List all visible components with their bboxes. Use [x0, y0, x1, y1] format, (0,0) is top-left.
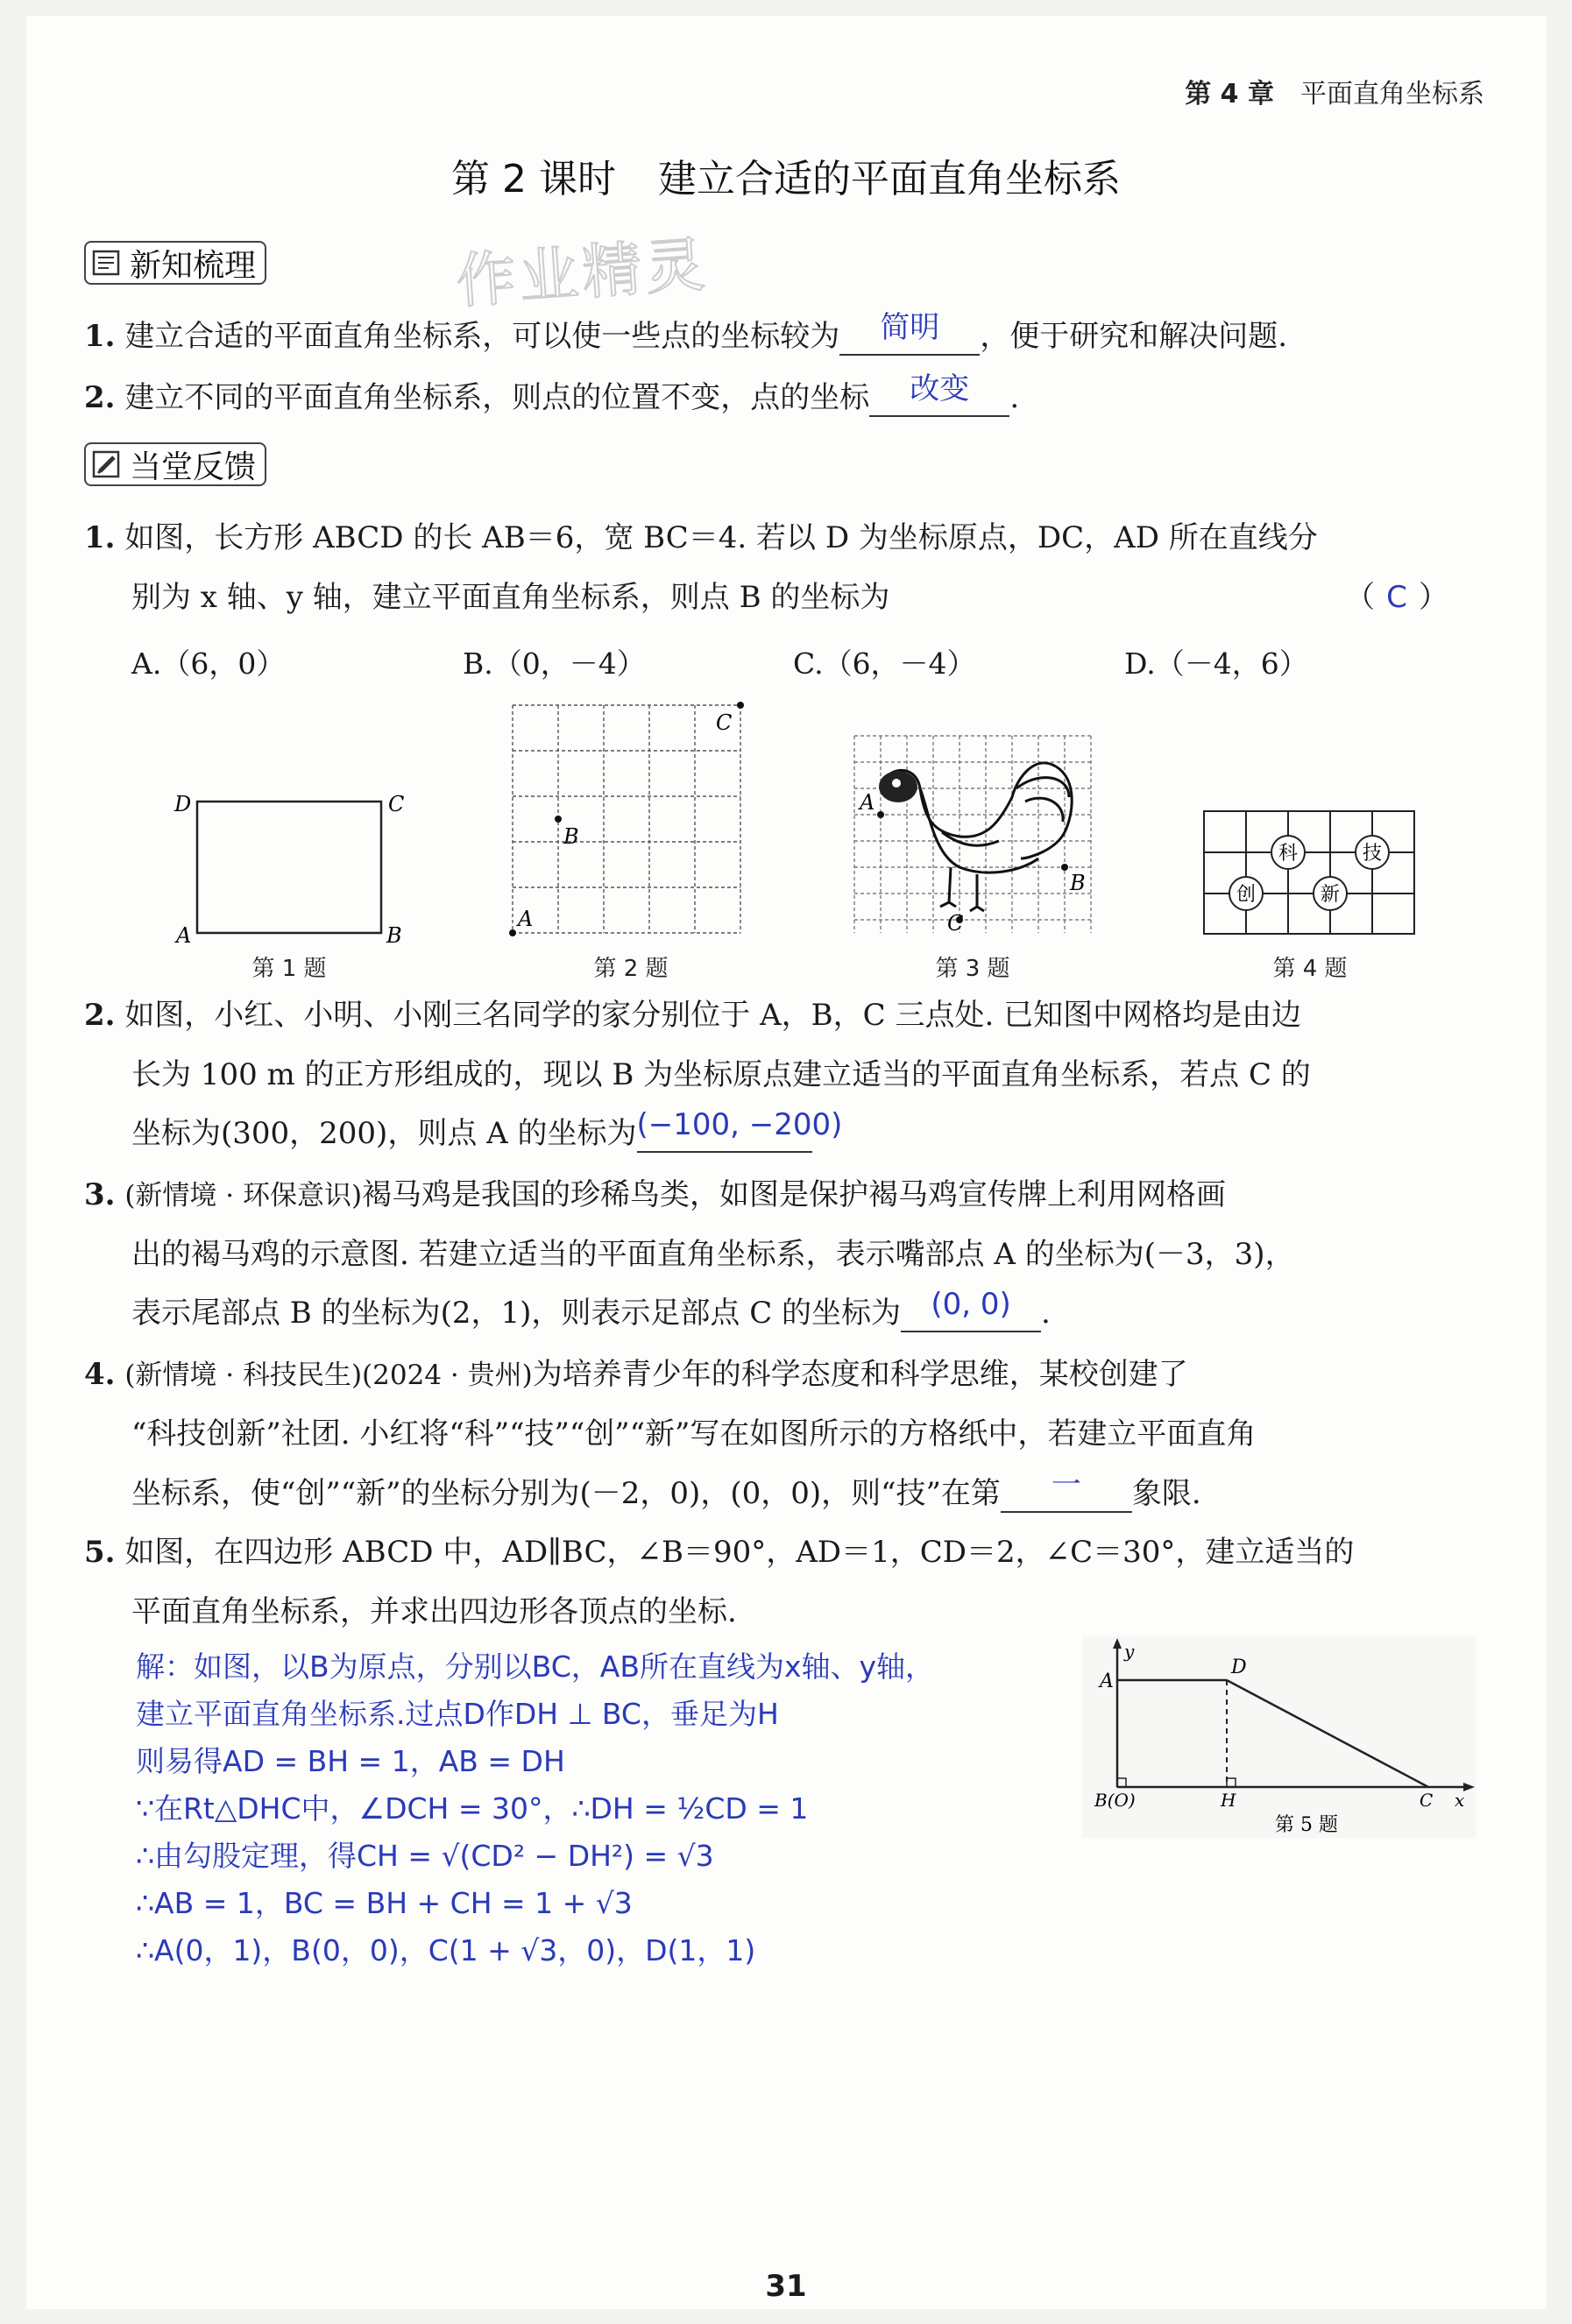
label-h: H: [1221, 1790, 1236, 1811]
handwritten-answer: 简明: [880, 310, 940, 345]
grid-lines: [513, 705, 740, 933]
label-b: B: [1070, 871, 1086, 895]
question-number: 3.: [84, 1177, 116, 1212]
option-c: C.（6，－4）: [793, 646, 976, 681]
lesson-topic: 建立合适的平面直角坐标系: [657, 157, 1121, 201]
handwritten-answer: 一: [1051, 1467, 1081, 1502]
context-tag: (新情境 · 科技民生)(2024 · 贵州): [124, 1360, 533, 1391]
question-text-end: .: [1041, 1296, 1051, 1331]
label-c: C: [1420, 1790, 1434, 1811]
lesson-number: 第 2 课时: [451, 157, 616, 201]
point-a: [509, 929, 516, 936]
item-text-end: ，便于研究和解决问题.: [980, 319, 1288, 354]
char-ji: 技: [1362, 843, 1383, 865]
question-text: 表示尾部点 B 的坐标为(2，1)，则表示足部点 C 的坐标为: [131, 1296, 902, 1331]
question-number: 5.: [84, 1535, 116, 1570]
question-text: 如图，小红、小明、小刚三名同学的家分别位于 A，B，C 三点处. 已知图中网格均是由边: [124, 998, 1302, 1033]
knowledge-item-1: [84, 310, 1288, 356]
running-header: [1185, 72, 1484, 110]
question-1-answer-paren: [1345, 578, 1448, 617]
choice-answer: C: [1386, 580, 1407, 615]
char-xin: 新: [1320, 884, 1341, 906]
paren-open: （: [1345, 580, 1375, 615]
figure-3-caption: 第 3 题: [935, 956, 1010, 982]
question-5-line-2: 平面直角坐标系，并求出四边形各顶点的坐标.: [131, 1594, 737, 1629]
question-text: 坐标为(300，200)，则点 A 的坐标为: [131, 1116, 637, 1151]
handwritten-answer: (−100, −200): [636, 1107, 843, 1142]
point-b: [555, 816, 562, 823]
question-text: 坐标系，使“创”“新”的坐标分别为(－2，0)，(0，0)，则“技”在第: [131, 1476, 1001, 1511]
answer-blank: [869, 371, 1009, 417]
page-title: [0, 147, 1572, 203]
item-text-end: .: [1009, 380, 1020, 415]
question-3-line-1: [84, 1176, 1226, 1215]
context-tag: (新情境 · 环保意识): [124, 1180, 363, 1211]
option-a: A.（6，0）: [131, 646, 286, 681]
solution-line: 则易得AD = BH = 1，AB = DH: [136, 1744, 565, 1778]
label-c: C: [388, 792, 405, 816]
item-number: 2.: [84, 380, 116, 415]
question-2-line-2: 长为 100 m 的正方形组成的，现以 B 为坐标原点建立适当的平面直角坐标系，若点 C 的: [131, 1057, 1311, 1092]
answer-blank: [901, 1287, 1041, 1332]
chapter-title: 平面直角坐标系: [1300, 79, 1484, 109]
label-b: B: [563, 824, 579, 849]
question-text: 褐马鸡是我国的珍稀鸟类，如图是保护褐马鸡宣传牌上利用网格画: [362, 1177, 1227, 1212]
question-text: 如图，在四边形 ABCD 中，AD∥BC，∠B＝90°，AD＝1，CD＝2，∠C＝30°，建立适当的: [124, 1535, 1355, 1570]
label-c: C: [716, 710, 733, 735]
figure-4-caption: 第 4 题: [1272, 956, 1348, 982]
question-number: 2.: [84, 998, 116, 1033]
page-number: 31: [765, 2269, 807, 2304]
solution-line: ∴AB = 1，BC = BH + CH = 1 + √3: [136, 1886, 633, 1920]
book-icon: [91, 247, 123, 279]
question-text: 别为 x 轴、y 轴，建立平面直角坐标系，则点 B 的坐标为: [131, 580, 890, 615]
knowledge-item-2: [84, 371, 1020, 417]
question-2-line-1: [84, 996, 1301, 1035]
question-1-line-1: [84, 519, 1318, 557]
solution-line: ∴A(0，1)，B(0，0)，C(1 + √3，0)，D(1，1): [136, 1933, 756, 1967]
grid-lines: [1204, 811, 1414, 934]
solution-block: [136, 1643, 934, 1974]
question-4-line-1: [84, 1355, 1188, 1395]
watermark-text: 作业精灵: [454, 230, 711, 317]
figure-5-caption: 第 5 题: [1275, 1814, 1338, 1836]
figure-4-character-grid: [1200, 808, 1421, 939]
figure-2-grid: [504, 696, 758, 942]
question-number: 1.: [84, 520, 116, 555]
figure-5-quadrilateral: [1082, 1636, 1476, 1838]
question-number: 4.: [84, 1357, 116, 1392]
solution-line: ∴由勾股定理，得CH = √(CD² − DH²) = √3: [136, 1839, 714, 1873]
rectangle-abcd: [197, 802, 381, 933]
section-label: 当堂反馈: [130, 449, 257, 485]
option-b: B.（0，－4）: [463, 646, 646, 681]
question-3-line-2: 出的褐马鸡的示意图. 若建立适当的平面直角坐标系，表示嘴部点 A 的坐标为(－3，3)，: [131, 1237, 1295, 1272]
question-text-end: 象限.: [1131, 1476, 1201, 1511]
answer-blank: [839, 310, 980, 356]
figure-1-rectangle: [162, 771, 407, 946]
question-2-line-3: [131, 1107, 843, 1153]
question-text: 为培养青少年的科学态度和科学思维，某校创建了: [532, 1357, 1188, 1392]
label-c: C: [947, 911, 964, 936]
label-b: B: [386, 923, 402, 946]
section-heading-feedback: [84, 442, 266, 486]
option-d: D.（－4，6）: [1124, 646, 1308, 681]
label-y: y: [1124, 1641, 1135, 1662]
item-text: 建立合适的平面直角坐标系，可以使一些点的坐标较为: [124, 319, 840, 354]
char-ke: 科: [1278, 843, 1299, 865]
point-a: [877, 811, 884, 818]
solution-line: ∵在Rt△DHC中，∠DCH = 30°，∴DH = ½CD = 1: [136, 1791, 809, 1826]
point-b: [1061, 864, 1068, 871]
chapter-number: 第 4 章: [1185, 79, 1274, 109]
question-4-line-2: “科技创新”社团. 小红将“科”“技”“创”“新”写在如图所示的方格纸中，若建立平面直角: [131, 1416, 1257, 1452]
question-text: 如图，长方形 ABCD 的长 AB＝6，宽 BC＝4. 若以 D 为坐标原点，DC，AD 所在直线分: [124, 520, 1318, 555]
figure-background: [1082, 1636, 1476, 1838]
section-heading-new-knowledge: [84, 241, 266, 285]
handwritten-answer: (0, 0): [931, 1287, 1011, 1322]
label-x: x: [1455, 1790, 1465, 1811]
item-text: 建立不同的平面直角坐标系，则点的位置不变，点的坐标: [124, 380, 870, 415]
solution-line: 建立平面直角坐标系.过点D作DH ⊥ BC，垂足为H: [136, 1697, 779, 1731]
label-d: D: [1231, 1656, 1247, 1678]
handwritten-answer: 改变: [910, 371, 970, 406]
figure-1-caption: 第 1 题: [251, 956, 327, 982]
question-4-line-3: [131, 1467, 1201, 1513]
answer-blank: [636, 1107, 843, 1153]
paren-close: ）: [1419, 580, 1448, 615]
question-1-line-2: [131, 578, 889, 617]
label-d: D: [174, 792, 192, 816]
label-a: A: [518, 907, 534, 931]
label-a: A: [1100, 1671, 1114, 1692]
question-5-line-1: [84, 1533, 1354, 1572]
answer-blank: [1001, 1467, 1132, 1513]
pencil-icon: [91, 449, 123, 480]
solution-line: 解：如图，以B为原点，分别以BC，AB所在直线为x轴、y轴，: [136, 1649, 935, 1684]
char-chuang: 创: [1236, 884, 1257, 906]
label-b-origin: B(O): [1094, 1790, 1136, 1811]
figure-2-caption: 第 2 题: [593, 956, 669, 982]
pheasant-eye: [892, 779, 901, 788]
section-label: 新知梳理: [130, 247, 257, 284]
label-a: A: [176, 923, 192, 946]
point-c: [737, 702, 744, 709]
question-3-line-3: [131, 1287, 1051, 1332]
label-a: A: [860, 790, 875, 815]
item-number: 1.: [84, 319, 116, 354]
figure-3-pheasant-grid: [846, 727, 1100, 942]
